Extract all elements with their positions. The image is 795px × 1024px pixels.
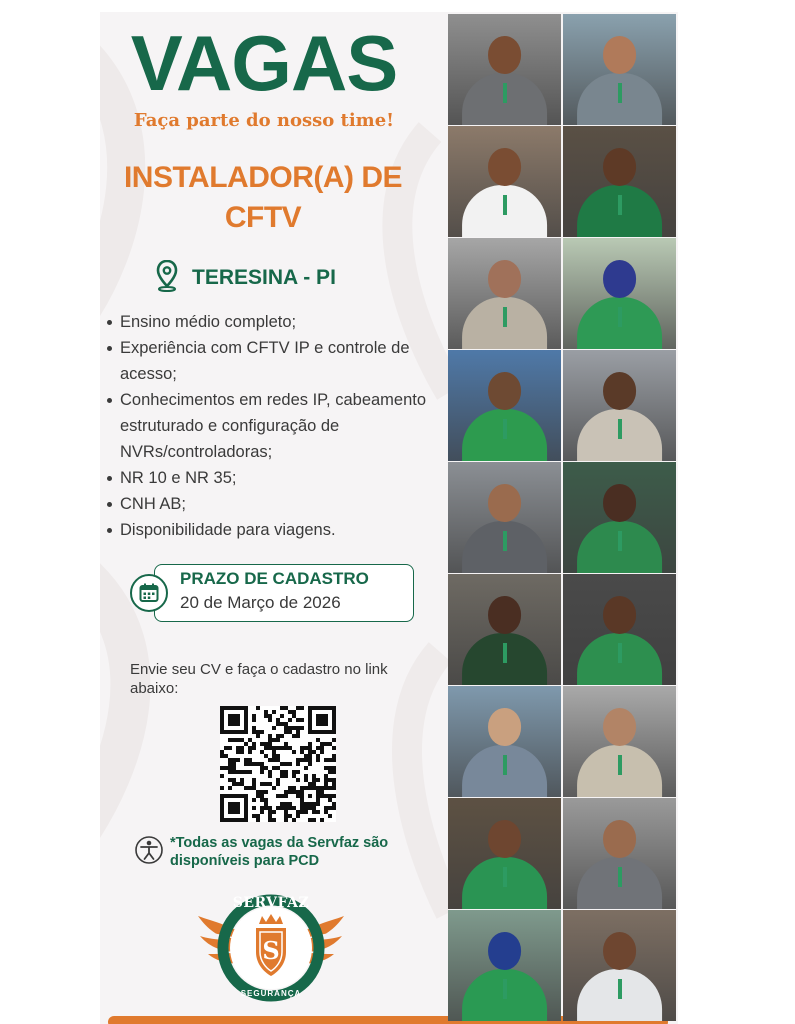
person-head: [603, 36, 637, 74]
employee-photo-green-uniform-man: [563, 126, 676, 237]
job-poster: [100, 12, 678, 1024]
poster-title: VAGAS: [130, 19, 398, 107]
person-head: [603, 372, 637, 410]
lanyard: [503, 419, 507, 439]
calendar-icon: [139, 583, 159, 603]
job-title-line-2: CFTV: [224, 201, 302, 234]
person-head: [603, 484, 637, 522]
person-head: [603, 148, 637, 186]
employee-photo-waiter-tray: [448, 126, 561, 237]
employee-photo-man-papers: [448, 798, 561, 909]
lanyard: [618, 419, 622, 439]
requirement-item: Experiência com CFTV IP e controle de acesso;: [106, 335, 451, 387]
person-head: [603, 932, 637, 970]
employee-photo-smiling-man-green: [448, 574, 561, 685]
lanyard: [618, 531, 622, 551]
person-head: [488, 932, 522, 970]
person-head: [488, 708, 522, 746]
requirements-list: [106, 309, 451, 543]
employee-photo-servfaz-desk-woman: [563, 462, 676, 573]
logo-name: SERVFAZ: [232, 895, 310, 911]
svg-text:S: S: [262, 936, 280, 965]
logo-subtitle: SEGURANÇA: [240, 989, 302, 998]
lanyard: [618, 979, 622, 999]
requirement-item: Ensino médio completo;: [106, 309, 451, 335]
deadline-date: 20 de Março de 2026: [180, 593, 341, 612]
lanyard: [503, 755, 507, 775]
employee-photo-hairnet-woman: [448, 238, 561, 349]
employee-photo-technician-helmet: [448, 14, 561, 125]
person-head: [603, 820, 637, 858]
lanyard: [503, 531, 507, 551]
location-pin-icon: [156, 260, 178, 292]
person-head: [488, 820, 522, 858]
calendar-icon-badge: [130, 574, 168, 612]
lanyard: [618, 307, 622, 327]
accessibility-icon: [134, 835, 164, 865]
employee-photo-technician-ladder: [563, 798, 676, 909]
employee-photo-gardener-hood: [563, 238, 676, 349]
person-head: [603, 260, 637, 298]
requirement-item: Conhecimentos em redes IP, cabeamento estruturado e configuração de NVRs/controladoras;: [106, 387, 451, 465]
job-location: TERESINA - PI: [192, 266, 336, 289]
lanyard: [618, 643, 622, 663]
employee-photo-grid: [448, 14, 676, 1022]
lanyard: [503, 643, 507, 663]
employee-photo-receptionist-woman: [563, 350, 676, 461]
employee-photo-green-shirt-man-blue-wall: [448, 350, 561, 461]
employee-photo-green-shirt-man-dark: [563, 574, 676, 685]
employee-photo-technician-mall: [448, 462, 561, 573]
person-head: [488, 36, 522, 74]
lanyard: [618, 867, 622, 887]
person-head: [488, 148, 522, 186]
person-head: [488, 596, 522, 634]
employee-photo-cleaner-woman: [563, 686, 676, 797]
lanyard: [503, 867, 507, 887]
employee-photo-man-mask-clipboard: [448, 686, 561, 797]
person-head: [603, 596, 637, 634]
cta-text: Envie seu CV e faça o cadastro no link abaixo:: [130, 661, 388, 697]
requirement-item: NR 10 e NR 35;: [106, 465, 451, 491]
person-head: [488, 484, 522, 522]
job-title-line-1: INSTALADOR(A) DE: [123, 161, 403, 194]
person-head: [488, 372, 522, 410]
employee-photo-worker-clipboard: [563, 14, 676, 125]
lanyard: [503, 195, 507, 215]
tagline: Faça parte do nosso time!: [133, 110, 395, 131]
deadline-label: PRAZO DE CADASTRO: [180, 569, 369, 588]
lanyard: [618, 195, 622, 215]
requirement-item: CNH AB;: [106, 491, 451, 517]
requirement-item: Disponibilidade para viagens.: [106, 517, 451, 543]
qr-code[interactable]: [220, 706, 336, 822]
lanyard: [618, 755, 622, 775]
employee-photo-man-white-shirt: [563, 910, 676, 1021]
lanyard: [503, 979, 507, 999]
employee-photo-hooded-worker: [448, 910, 561, 1021]
lanyard: [503, 83, 507, 103]
person-head: [488, 260, 522, 298]
pcd-note: *Todas as vagas da Servfaz são disponíveis para PCD: [170, 835, 389, 869]
lanyard: [503, 307, 507, 327]
lanyard: [618, 83, 622, 103]
person-head: [603, 708, 637, 746]
job-title: [108, 158, 418, 238]
